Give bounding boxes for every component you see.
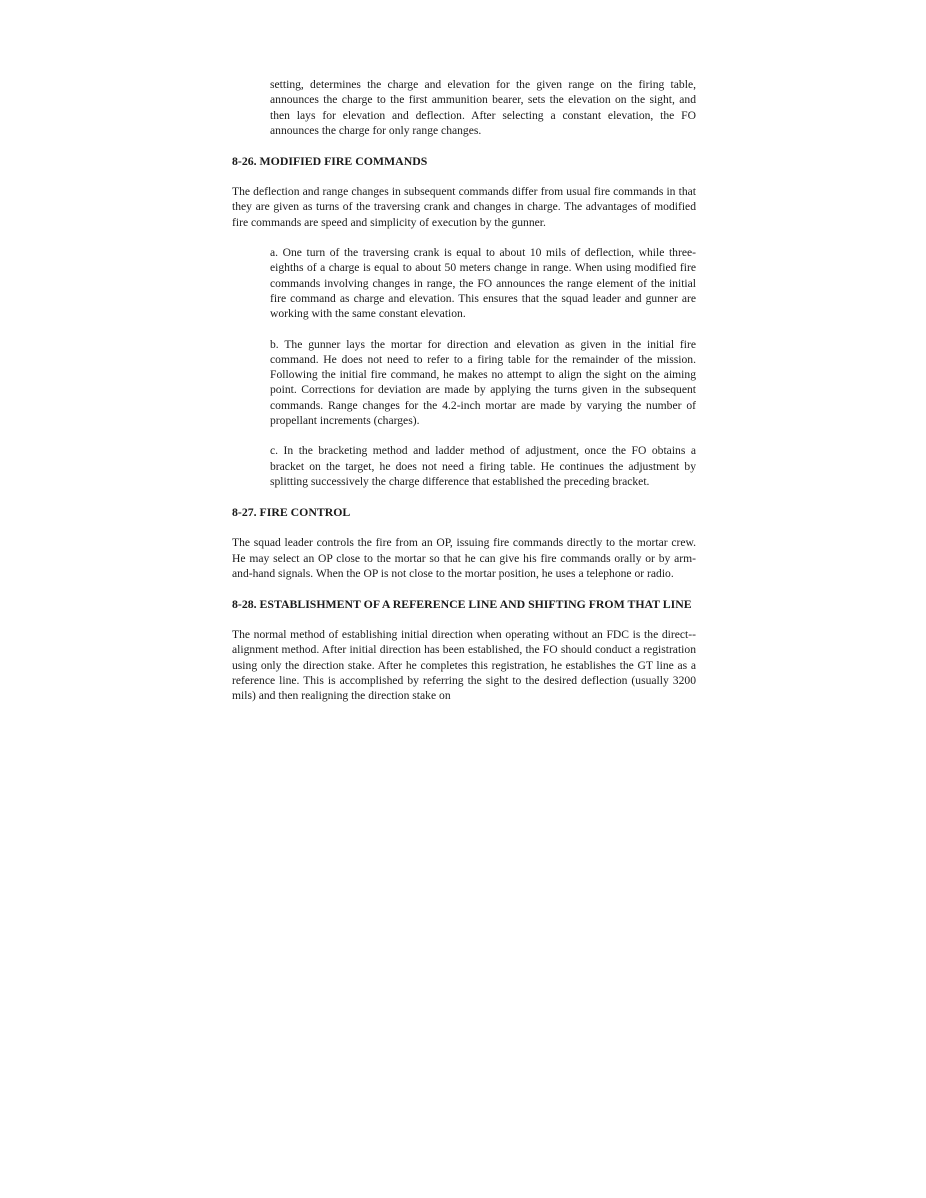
- subparagraph-a: a. One turn of the traversing crank is equal to about 10 mils of deflection, while three-eighths of a charge is equal to about 50 meters change in range. When using modified fire commands involving changes in range, the FO announces the range element of the initial fire command as charge and elevation. This ensures that the squad leader and gunner are working with the same constant elevation.: [270, 246, 696, 321]
- section-body-8-27: The squad leader controls the fire from an OP, issuing fire commands directly to the mortar crew. He may select an OP close to the mortar so that he can give his fire commands orally or by arm-and-hand signals. When the OP is not close to the mortar position, he uses a telephone or radio.: [232, 536, 696, 580]
- subparagraph-c: c. In the bracketing method and ladder method of adjustment, once the FO obtains a bracket on the target, he does not need a firing table. He continues the adjustment by splitting successively the charge difference that established the preceding bracket.: [270, 444, 696, 488]
- section-heading-8-27: 8-27. FIRE CONTROL: [232, 505, 351, 520]
- section-body-8-28: The normal method of establishing initial direction when operating without an FDC is the direct--alignment method. After initial direction has been established, the FO should conduct a registration using only the direction stake. After he completes this registration, he establishes the GT line as a reference line. This is accomplished by referring the sight to the desired deflection (usually 3200 mils) and then realigning the direction stake on: [232, 628, 696, 703]
- section-heading-8-26: 8-26. MODIFIED FIRE COMMANDS: [232, 154, 428, 169]
- section-heading-8-28: 8-28. ESTABLISHMENT OF A REFERENCE LINE AND SHIFTING FROM THAT LINE: [232, 597, 692, 612]
- intro-paragraph: setting, determines the charge and elevation for the given range on the firing table, announces the charge to the first ammunition bearer, sets the elevation on the sight, and then lays for elevation and deflection. After selecting a constant elevation, the FO announces the charge for only range changes.: [270, 78, 696, 137]
- page-content: [232, 77, 696, 704]
- section-body-8-26: The deflection and range changes in subsequent commands differ from usual fire commands in that they are given as turns of the traversing crank and changes in charge. The advantages of modified fire commands are speed and simplicity of execution by the gunner.: [232, 185, 696, 229]
- subparagraph-b: b. The gunner lays the mortar for direction and elevation as given in the initial fire command. He does not need to refer to a firing table for the remainder of the mission. Following the initial fire command, he makes no attempt to align the sight on the aiming point. Corrections for deviation are made by applying the turns given in the subsequent commands. Range changes for the 4.2-inch mortar are made by varying the number of propellant increments (charges).: [270, 337, 696, 428]
